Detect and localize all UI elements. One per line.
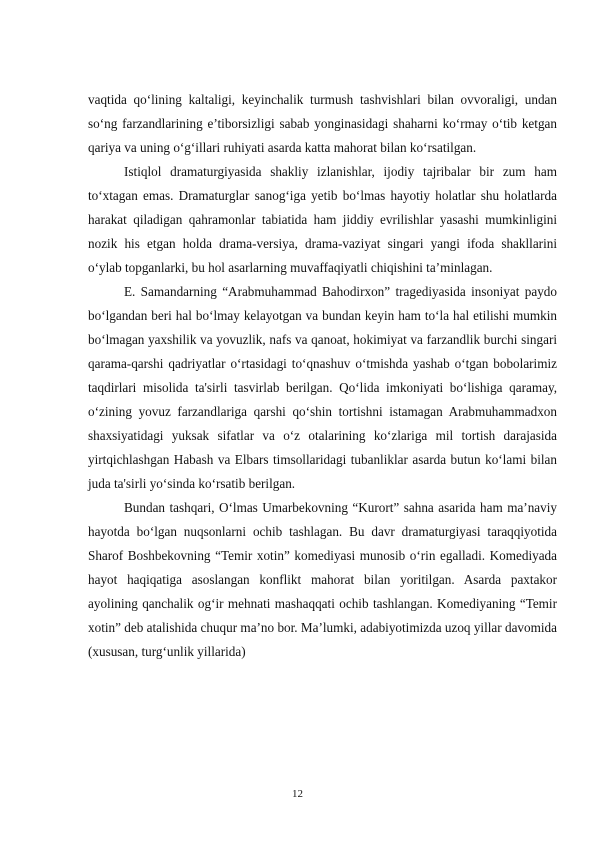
page-number: 12 <box>292 788 303 800</box>
paragraph-3: E. Samandarning “Arabmuhammad Bahodirxon” tragediyasida insoniyat paydo bo‘lgandan beri hal bo‘lmay kelayotgan va bundan keyin ham to‘la hal etilishi mumkin bo‘lmagan yaxshilik va yovuzlik, nafs va qanoat, hokimiyat va farzandlik burchi singari qarama-qarshi qadriyatlar o‘rtasidagi to‘qnashuv o‘tmishda yashab o‘tgan bobolarimiz taqdirlari misolida ta'sirli tasvirlab berilgan. Qo‘lida imkoniyati bo‘lishiga qaramay, o‘zining yovuz farzandlariga qarshi qo‘shin tortishni istamagan Arabmuhammadxon shaxsiyatidagi yuksak sifatlar va o‘z otalarining ko‘zlariga mil tortish darajasida yirtqichlashgan Habash va Elbars timsollaridagi tubanliklar asarda butun ko‘lami bilan juda ta'sirli yo‘sinda ko‘rsatib berilgan. <box>88 284 557 491</box>
paragraph-1: vaqtida qo‘lining kaltaligi, keyinchalik turmush tashvishlari bilan ovvoraligi, undan so‘ng farzandlarining e’tiborsizligi sabab yonginasidagi shaharni ko‘rmay o‘tib ketgan qariya va uning o‘g‘illari ruhiyati asarda katta mahorat bilan ko‘rsatilgan. <box>88 92 557 155</box>
body-text <box>88 88 557 664</box>
paragraph-2: Istiqlol dramaturgiyasida shakliy izlanishlar, ijodiy tajribalar bir zum ham to‘xtagan emas. Dramaturglar sanog‘iga yetib bo‘lmas hayotiy holatlar shu holatlarda harakat qiladigan qahramonlar tabiatida ham jiddiy evrilishlar yasashi mumkinligini nozik his etgan holda drama-versiya, drama-vaziyat singari yangi ifoda shakllarini o‘ylab topganlarki, bu hol asarlarning muvaffaqiyatli chiqishini ta’minlagan. <box>88 164 557 275</box>
paragraph-4: Bundan tashqari, O‘lmas Umarbekovning “Kurort” sahna asarida ham ma’naviy hayotda bo‘lgan nuqsonlarni ochib tashlagan. Bu davr dramaturgiyasi taraqqiyotida Sharof Boshbekovning “Temir xotin” komediyasi munosib o‘rin egalladi. Komediyada hayot haqiqatiga asoslangan konflikt mahorat bilan yoritilgan. Asarda paxtakor ayolining qanchalik og‘ir mehnati mashaqqati ochib tashlangan. Komediyaning “Temir xotin” deb atalishida chuqur ma’no bor. Ma’lumki, adabiyotimizda uzoq yillar davomida (xususan, turg‘unlik yillarida) <box>88 500 557 659</box>
